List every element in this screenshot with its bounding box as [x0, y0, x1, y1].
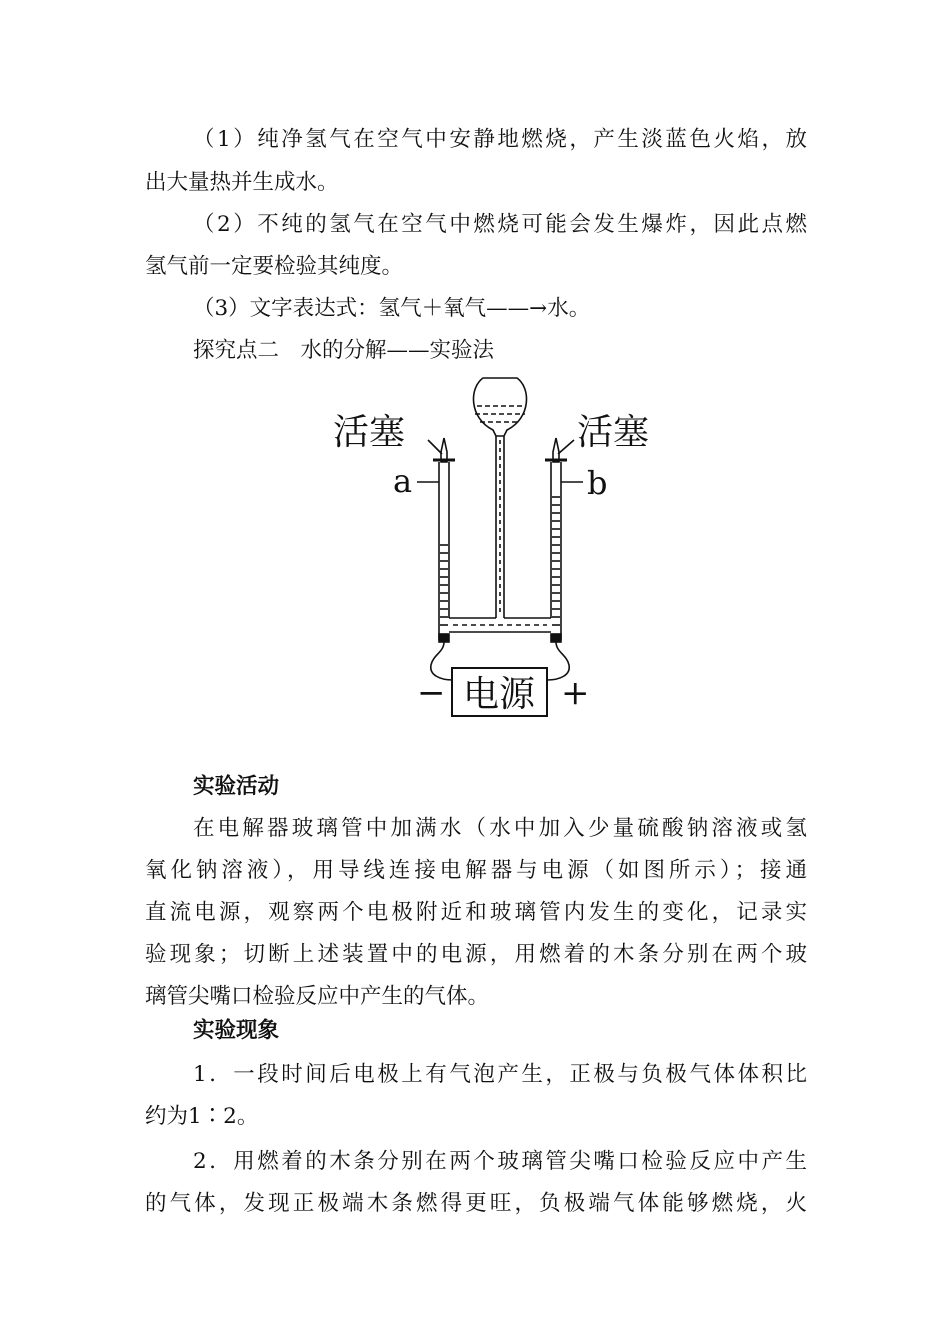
- left-electrode: [439, 634, 449, 642]
- electrolysis-apparatus-diagram: [325, 370, 675, 730]
- middle-tube: [496, 436, 504, 618]
- phenomena-heading: 实验现象: [193, 1018, 280, 1043]
- activity-line2: 氧化钠溶液），用导线连接电解器与电源（如图所示）；接通: [145, 858, 807, 883]
- activity-line5: 璃管尖嘴口检验反应中产生的气体。: [145, 984, 490, 1009]
- tube-a-label: a: [393, 462, 413, 500]
- right-electrode: [551, 634, 561, 642]
- positive-terminal: +: [561, 673, 590, 713]
- activity-line4: 验现象；切断上述装置中的电源，用燃着的木条分别在两个玻: [145, 942, 807, 967]
- item2-line1: （2）不纯的氢气在空气中燃烧可能会发生爆炸，因此点燃: [193, 212, 807, 237]
- left-stopcock-label: 活塞: [333, 412, 406, 453]
- reservoir-bulb: [474, 378, 527, 436]
- phenomena-p1-line1: 1．一段时间后电极上有气泡产生，正极与负极气体体积比: [193, 1062, 807, 1087]
- phenomena-p2-line2: 的气体，发现正极端木条燃得更旺，负极端气体能够燃烧，火: [145, 1191, 807, 1216]
- activity-line1: 在电解器玻璃管中加满水（水中加入少量硫酸钠溶液或氢: [193, 816, 807, 841]
- item1-line2: 出大量热并生成水。: [145, 170, 339, 195]
- section2-title: 探究点二 水的分解——实验法: [193, 338, 495, 363]
- item3-word-equation: （3）文字表达式：氢气＋氧气——→水。: [193, 296, 591, 321]
- item1-line1: （1）纯净氢气在空气中安静地燃烧，产生淡蓝色火焰，放: [193, 127, 807, 152]
- power-source-label: 电源: [462, 674, 536, 715]
- right-stopcock-label: 活塞: [577, 412, 650, 453]
- negative-terminal: −: [417, 673, 446, 713]
- right-tube-b: [551, 438, 561, 640]
- phenomena-p1-line2: 约为1∶2。: [145, 1104, 259, 1129]
- activity-heading: 实验活动: [193, 774, 280, 799]
- item2-line2: 氢气前一定要检验其纯度。: [145, 254, 404, 279]
- phenomena-p2-line1: 2．用燃着的木条分别在两个玻璃管尖嘴口检验反应中产生: [193, 1149, 807, 1174]
- activity-line3: 直流电源，观察两个电极附近和玻璃管内发生的变化，记录实: [145, 900, 807, 925]
- tube-b-label: b: [587, 464, 608, 502]
- left-tube-a: [439, 438, 449, 640]
- connecting-tube: [439, 618, 561, 640]
